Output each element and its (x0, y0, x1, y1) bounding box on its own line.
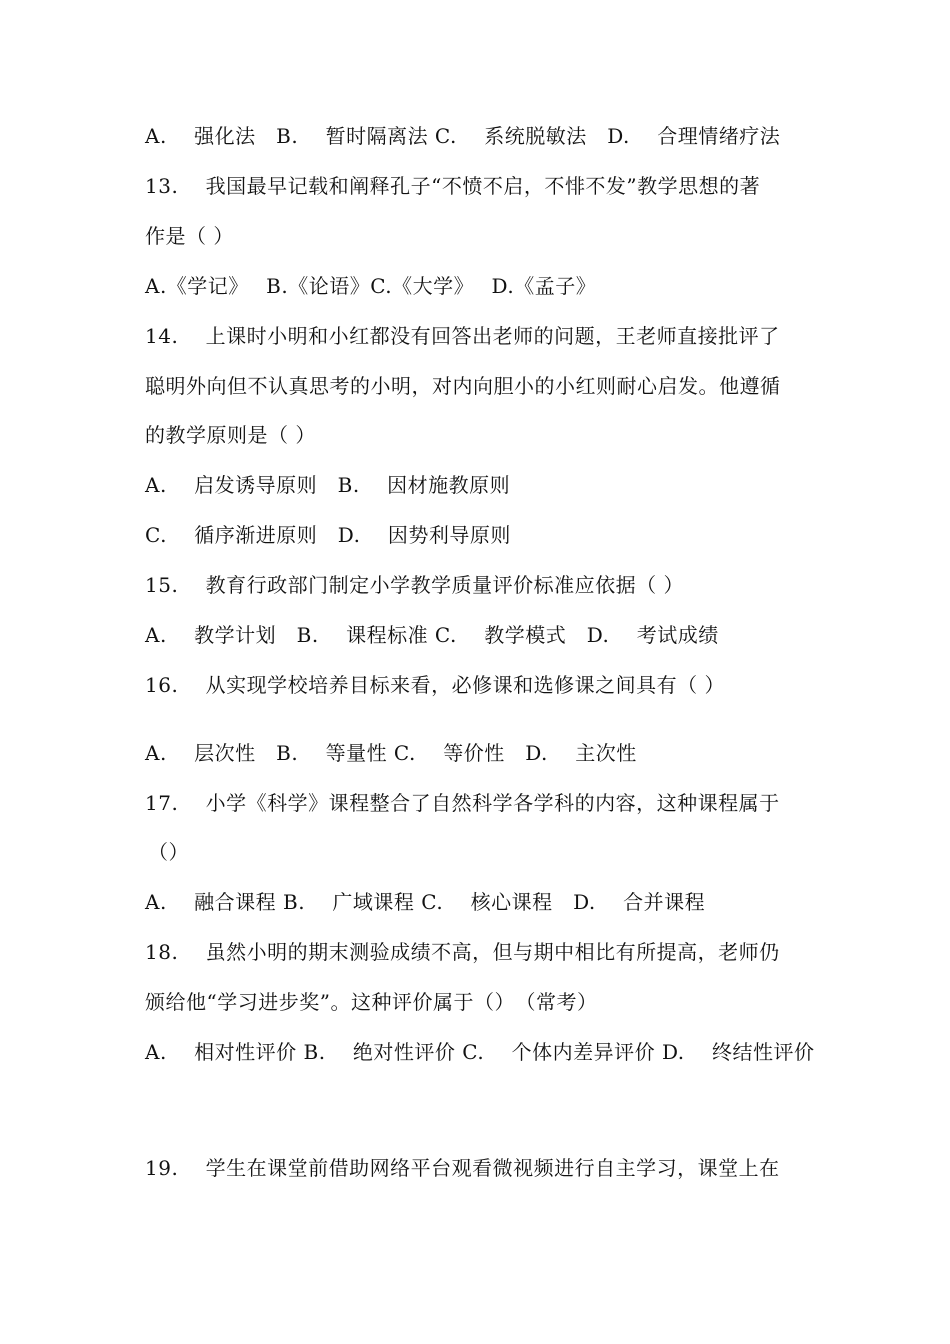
q14-stem-line1: 14. 上课时小明和小红都没有回答出老师的问题，王老师直接批评了 (145, 324, 780, 348)
q14-stem-line3: 的教学原则是（ ） (145, 423, 316, 447)
q18-options: A. 相对性评价 B. 绝对性评价 C. 个体内差异评价 D. 终结性评价 (145, 1040, 815, 1064)
q13-stem-line2: 作是（ ） (145, 224, 234, 248)
q13-stem-line1: 13. 我国最早记载和阐释孔子“不愤不启，不悱不发”教学思想的著 (145, 174, 761, 198)
q15-options: A. 教学计划 B. 课程标准 C. 教学模式 D. 考试成绩 (145, 623, 719, 647)
q19-stem-line1: 19. 学生在课堂前借助网络平台观看微视频进行自主学习，课堂上在 (145, 1156, 780, 1180)
q12-options: A. 强化法 B. 暂时隔离法 C. 系统脱敏法 D. 合理情绪疗法 (145, 124, 781, 148)
q17-options: A. 融合课程 B. 广域课程 C. 核心课程 D. 合并课程 (145, 890, 706, 914)
q18-stem-line1: 18. 虽然小明的期末测验成绩不高，但与期中相比有所提高，老师仍 (145, 940, 780, 964)
q14-stem-line2: 聪明外向但不认真思考的小明，对内向胆小的小红则耐心启发。他遵循 (145, 374, 781, 398)
q18-stem-line2: 颁给他“学习进步奖”。这种评价属于（） （常考） (145, 990, 598, 1014)
q17-stem-line1: 17. 小学《科学》课程整合了自然科学各学科的内容，这种课程属于 (145, 791, 780, 815)
q17-stem-line2: （） (148, 840, 189, 864)
q14-options-cd: C. 循序渐进原则 D. 因势利导原则 (145, 523, 511, 547)
q15-stem: 15. 教育行政部门制定小学教学质量评价标准应依据（ ） (145, 573, 685, 597)
q16-options: A. 层次性 B. 等量性 C. 等价性 D. 主次性 (145, 741, 637, 765)
q16-stem: 16. 从实现学校培养目标来看，必修课和选修课之间具有（ ） (145, 673, 726, 697)
q13-options: A.《学记》 B.《论语》C.《大学》 D.《孟子》 (145, 274, 597, 298)
q14-options-ab: A. 启发诱导原则 B. 因材施教原则 (145, 473, 511, 497)
